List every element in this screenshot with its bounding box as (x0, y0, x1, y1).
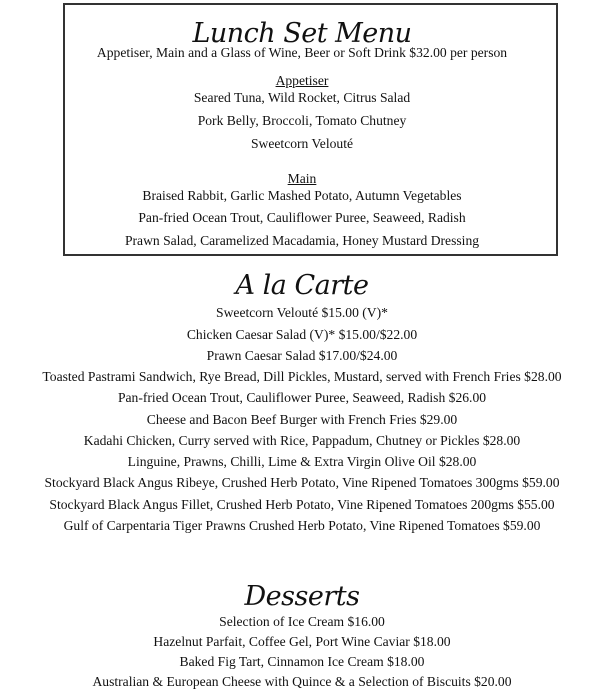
desserts-title: Desserts (244, 581, 360, 612)
dessert-item: Baked Fig Tart, Cinnamon Ice Cream $18.00 (179, 654, 425, 669)
main-heading: Main (287, 171, 317, 186)
appetiser-item: Pork Belly, Broccoli, Tomato Chutney (197, 113, 407, 128)
a-la-carte-item: Stockyard Black Angus Fillet, Crushed Herb Potato, Vine Ripened Tomatoes 200gms $55.00 (49, 497, 555, 512)
a-la-carte-item: Sweetcorn Velouté $15.00 (V)* (216, 305, 388, 320)
a-la-carte-item: Stockyard Black Angus Ribeye, Crushed Herb Potato, Vine Ripened Tomatoes 300gms $59.00 (44, 475, 560, 490)
a-la-carte-item: Linguine, Prawns, Chilli, Lime & Extra Virgin Olive Oil $28.00 (127, 454, 477, 469)
a-la-carte-title: A la Carte (235, 270, 369, 301)
dessert-item: Hazelnut Parfait, Coffee Gel, Port Wine Caviar $18.00 (153, 634, 451, 649)
dessert-item: Australian & European Cheese with Quince & a Selection of Biscuits $20.00 (92, 674, 512, 689)
lunch-offer: Appetiser, Main and a Glass of Wine, Beer or Soft Drink $32.00 per person (96, 45, 508, 60)
a-la-carte-item: Cheese and Bacon Beef Burger with French Fries $29.00 (146, 412, 458, 427)
a-la-carte-item: Toasted Pastrami Sandwich, Rye Bread, Dill Pickles, Mustard, served with French Fries $28.00 (42, 369, 562, 384)
appetiser-item: Sweetcorn Velouté (250, 136, 354, 151)
appetiser-heading: Appetiser (275, 73, 329, 88)
a-la-carte-item: Gulf of Carpentaria Tiger Prawns Crushed Herb Potato, Vine Ripened Tomatoes $59.00 (63, 518, 541, 533)
lunch-set-menu-title: Lunch Set Menu (192, 18, 412, 49)
main-item: Braised Rabbit, Garlic Mashed Potato, Autumn Vegetables (142, 188, 462, 203)
a-la-carte-item: Kadahi Chicken, Curry served with Rice, Pappadum, Chutney or Pickles $28.00 (83, 433, 521, 448)
appetiser-item: Seared Tuna, Wild Rocket, Citrus Salad (193, 90, 411, 105)
a-la-carte-item: Pan-fried Ocean Trout, Cauliflower Puree, Seaweed, Radish $26.00 (117, 390, 487, 405)
dessert-item: Selection of Ice Cream $16.00 (219, 614, 385, 629)
main-item: Prawn Salad, Caramelized Macadamia, Honey Mustard Dressing (124, 233, 480, 248)
main-item: Pan-fried Ocean Trout, Cauliflower Puree, Seaweed, Radish (138, 210, 466, 225)
a-la-carte-item: Chicken Caesar Salad (V)* $15.00/$22.00 (186, 327, 418, 342)
a-la-carte-item: Prawn Caesar Salad $17.00/$24.00 (206, 348, 398, 363)
